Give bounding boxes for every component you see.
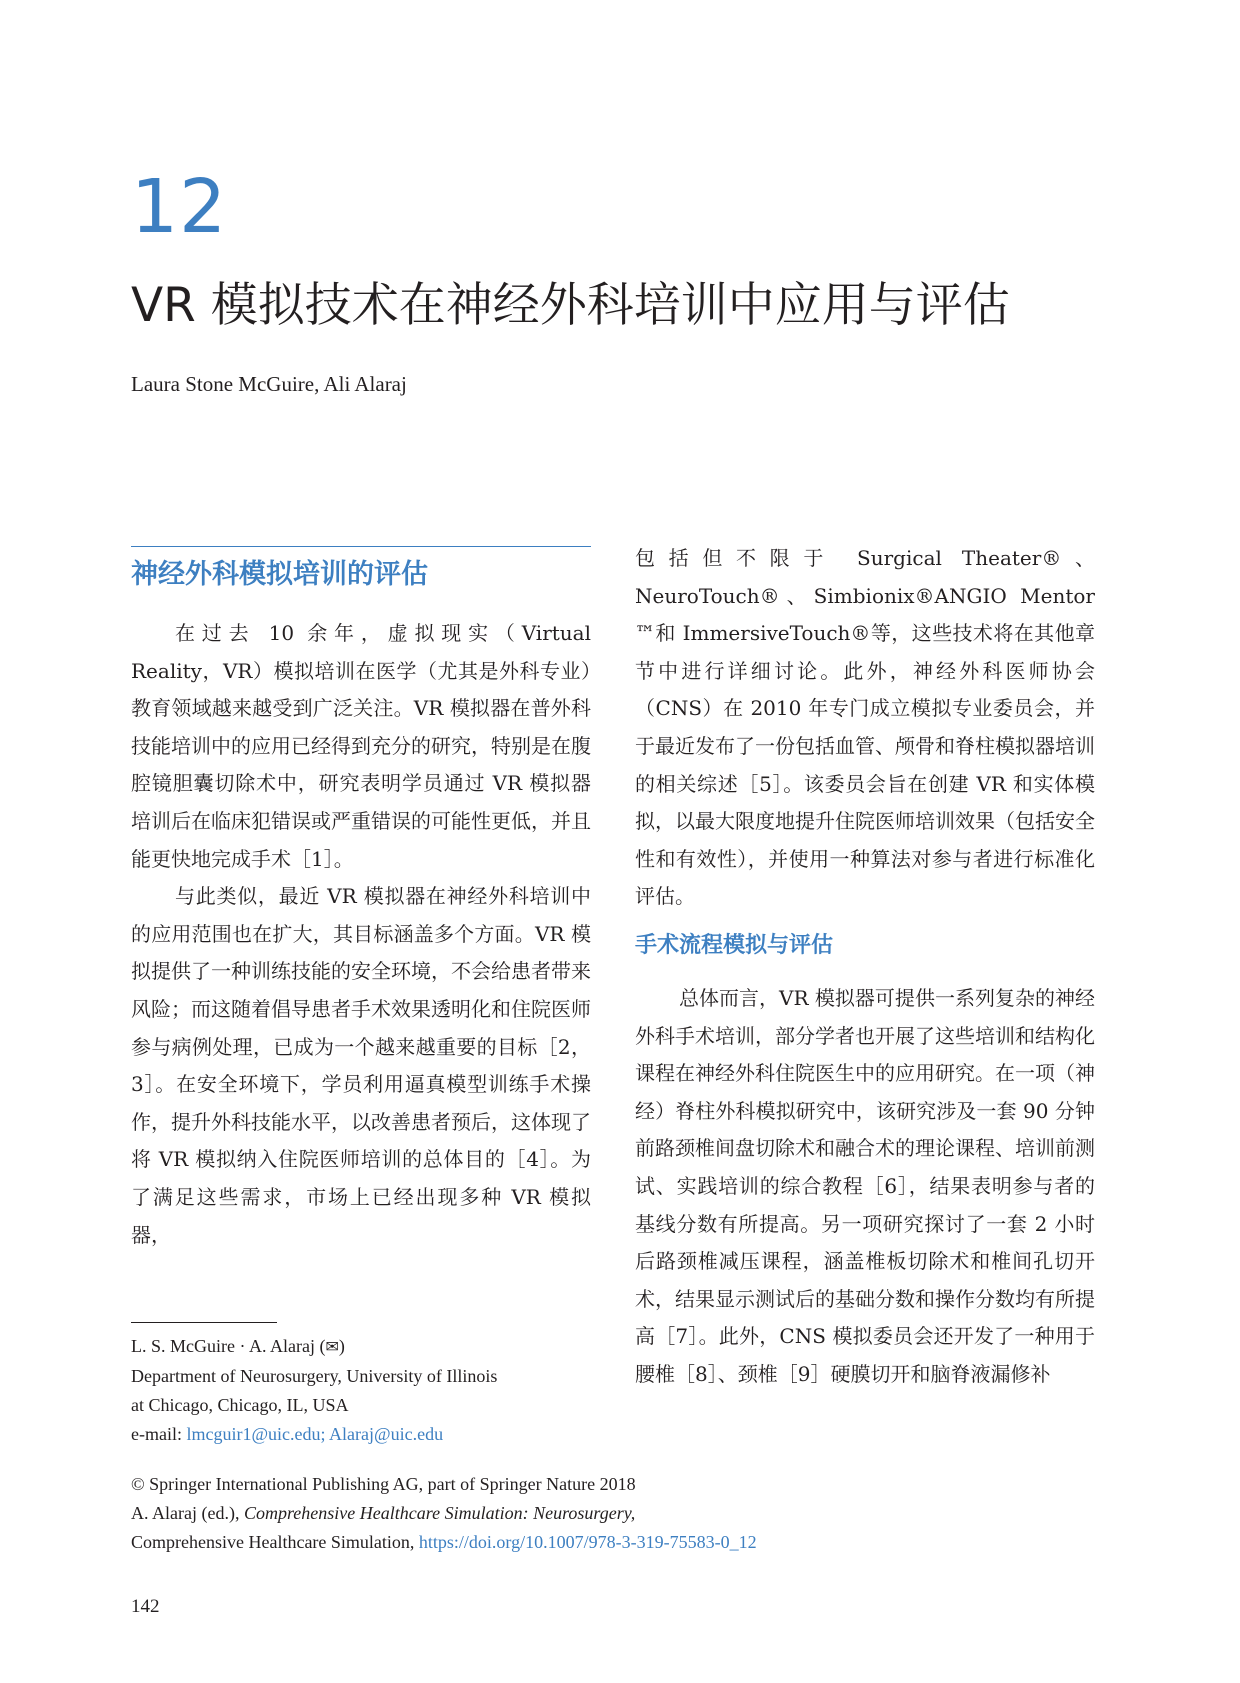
footnote-authors: L. S. McGuire · A. Alaraj ( — [131, 1336, 326, 1356]
body-paragraph: 包括但不限于 Surgical Theater®、NeuroTouch®、Simbionix®ANGIO Mentor ™和 ImmersiveTouch®等，这些技术将在其他章节中进行详细讨论。此外，神经外科医师协会（CNS）在 2010 年专门成立模拟专业委员会，并于最近发布了一份包括血管、颅骨和脊柱模拟器培训的相关综述［5］。该委员会旨在创建 VR 和实体模拟，以最大限度地提升住院医师培训效果（包括安全性和有效性），并使用一种算法对参与者进行标准化评估。 — [635, 546, 1095, 909]
body-paragraph: 与此类似，最近 VR 模拟器在神经外科培训中的应用范围也在扩大，其目标涵盖多个方面。VR 模拟提供了一种训练技能的安全环境，不会给患者带来风险；而这随着倡导患者手术效果透明化和住院医师参与病例处理，已成为一个越来越重要的目标［2，3］。在安全环境下，学员利用逼真模型训练手术操作，提升外科技能水平，以改善患者预后，这体现了将 VR 模拟纳入住院医师培训的总体目的［4］。为了满足这些需求，市场上已经出现多种 VR 模拟器， — [131, 884, 591, 1247]
chapter-title: VR 模拟技术在神经外科培训中应用与评估 — [131, 278, 1010, 333]
affiliation-line: at Chicago, Chicago, IL, USA — [131, 1395, 349, 1415]
copyright-line: © Springer International Publishing AG, part of Springer Nature 2018 — [131, 1474, 636, 1494]
envelope-icon[interactable]: ✉ — [325, 1339, 339, 1356]
source-prefix: A. Alaraj (ed.), — [131, 1503, 244, 1523]
chapter-number: 12 — [131, 164, 228, 250]
source-line — [131, 1499, 1031, 1528]
copyright-block — [131, 1470, 1031, 1557]
affiliation-line: Department of Neurosurgery, University of Illinois — [131, 1366, 498, 1386]
body-paragraph: 总体而言，VR 模拟器可提供一系列复杂的神经外科手术培训，部分学者也开展了这些培训和结构化课程在神经外科住院医生中的应用研究。在一项（神经）脊柱外科模拟研究中，该研究涉及一套 90 分钟前路颈椎间盘切除术和融合术的理论课程、培训前测试、实践培训的综合教程［6］，结果表明参与者的基线分数有所提高。另一项研究探讨了一套 2 小时后路颈椎减压课程，涵盖椎板切除术和椎间孔切开术，结果显示测试后的基础分数和操作分数均有所提高［7］。此外，CNS 模拟委员会还开发了一种用于腰椎［8］、颈椎［9］硬膜切开和脑脊液漏修补 — [635, 985, 1095, 1386]
footnote-authors-line — [131, 1332, 611, 1362]
page-number: 142 — [131, 1596, 160, 1617]
series-line — [131, 1528, 1031, 1557]
chapter-authors: Laura Stone McGuire, Ali Alaraj — [131, 372, 407, 396]
email-line — [131, 1420, 611, 1449]
section-rule — [131, 546, 591, 547]
footnote-rule — [131, 1322, 277, 1323]
series-prefix: Comprehensive Healthcare Simulation, — [131, 1532, 419, 1552]
section-title: 神经外科模拟培训的评估 — [131, 559, 428, 590]
footnote-authors-end: ) — [338, 1336, 345, 1356]
subsection-title: 手术流程模拟与评估 — [635, 932, 834, 958]
email-links[interactable]: lmcguir1@uic.edu; Alaraj@uic.edu — [186, 1424, 444, 1444]
left-column — [131, 546, 591, 1254]
doi-link[interactable]: https://doi.org/10.1007/978-3-319-75583-0_12 — [418, 1532, 757, 1552]
book-title: Comprehensive Healthcare Simulation: Neurosurgery, — [243, 1503, 636, 1523]
email-label: e-mail: — [131, 1424, 187, 1444]
author-footnote — [131, 1332, 611, 1449]
right-column — [635, 540, 1095, 1393]
body-paragraph: 在过去 10 余年，虚拟现实（Virtual Reality，VR）模拟培训在医学（尤其是外科专业）教育领域越来越受到广泛关注。VR 模拟器在普外科技能培训中的应用已经得到充分的研究，特别是在腹腔镜胆囊切除术中，研究表明学员通过 VR 模拟器培训后在临床犯错误或严重错误的可能性更低，并且能更快地完成手术［1］。 — [131, 621, 591, 871]
